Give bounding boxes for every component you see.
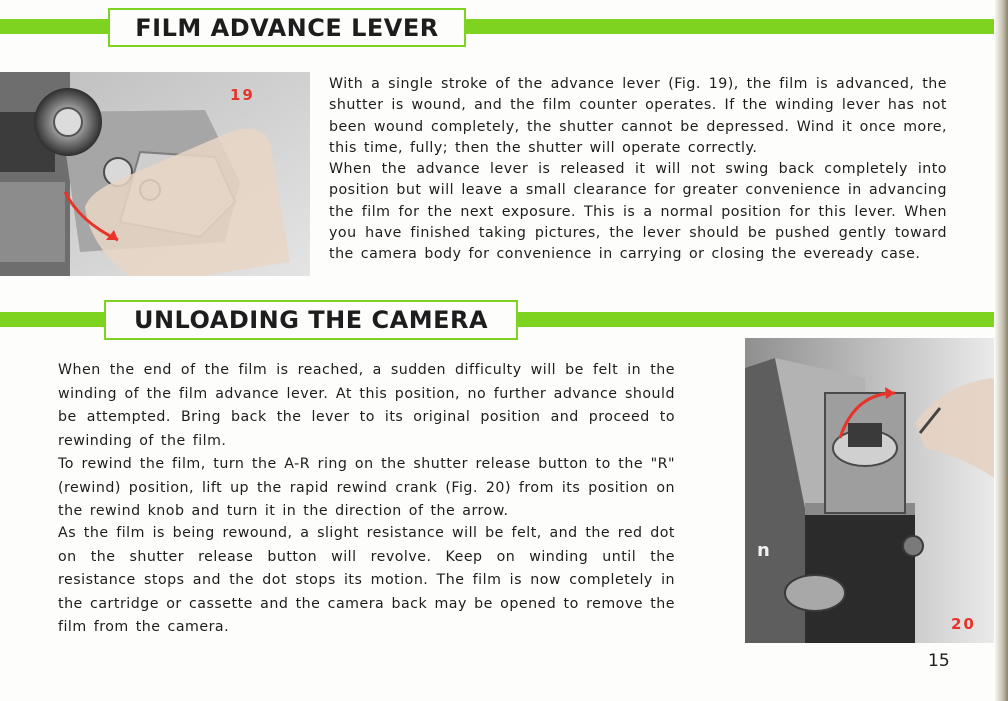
svg-text:n: n [757,540,770,561]
camera-advance-lever-illustration [0,72,310,276]
figure-19-number: 19 [230,86,255,104]
unloading-paragraph-3: As the film is being rewound, a slight resistance will be felt, and the red dot on the shutter release button will revolve. Keep on winding until the resistance stops and the dot stops its motion. The film is now completely in the cartridge or cassette and the camera back may be opened to remove the film from the camera. [58,525,675,636]
figure-19-photo [0,72,310,276]
heading-film-advance-lever: FILM ADVANCE LEVER [135,13,439,42]
unloading-paragraph-1: When the end of the film is reached, a sudden difficulty will be felt in the winding of the film advance lever. At this position, no further advance should be attempted. Bring back the lever to its original position and proceed to rewinding of the film. [58,362,675,449]
figure-20-number: 20 [951,615,976,633]
camera-rewind-crank-illustration [745,338,994,643]
heading-unloading-the-camera: UNLOADING THE CAMERA [133,306,489,334]
heading-box-film-advance [108,8,466,47]
heading-box-unloading [104,300,518,340]
page-edge-shadow [994,0,1008,701]
film-advance-paragraph-2: When the advance lever is released it will not swing back completely into position but will leave a small clearance for greater convenience in advancing the film for the next exposure. This is a normal position for this lever. When you have finished taking pictures, the lever should be pushed gently toward the camera body for convenience in carrying or closing the eveready case. [329,161,947,263]
unloading-paragraph-2: To rewind the film, turn the A-R ring on the shutter release button to the "R" (rewind) position, lift up the rapid rewind crank (Fig. 20) from its position on the rewind knob and turn it in the direction of the arrow. [58,456,675,520]
figure-20-photo [745,338,994,643]
page-number: 15 [928,651,950,671]
film-advance-paragraph-1: With a single stroke of the advance lever (Fig. 19), the film is advanced, the shutter is wound, and the film counter operates. If the winding lever has not been wound completely, the shutter cannot be depressed. Wind it once more, this time, fully; then the shutter will operate correctly. [329,76,947,156]
